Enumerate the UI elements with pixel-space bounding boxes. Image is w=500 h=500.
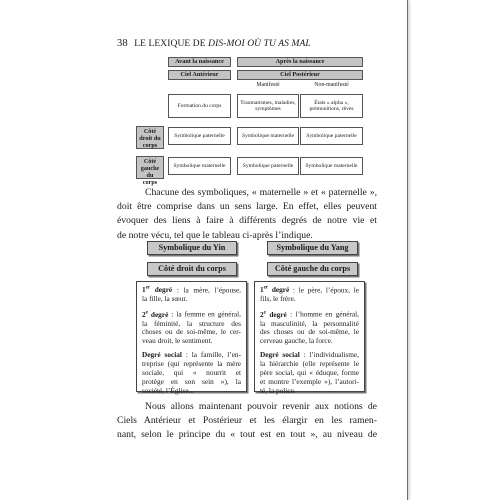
- table-sub-nonmanifest: Non-manifesté: [314, 82, 349, 88]
- box-line: la fille, la sœur.: [142, 294, 188, 304]
- box-line: : le père, l’époux, le: [289, 285, 359, 295]
- degree-label: 1er degré: [260, 285, 290, 295]
- row-header-right-side: [136, 126, 164, 149]
- body-paragraph-1: [117, 186, 377, 243]
- table-cell-left-3: [300, 157, 363, 175]
- box-line: la hiérarchie (elle représente le: [260, 359, 359, 369]
- box-line: treprise (qui représente la mère: [142, 359, 241, 369]
- table-cell-right-3: [300, 127, 363, 145]
- table-cell-states: [300, 94, 363, 118]
- row-header-line: gauche du: [140, 165, 160, 180]
- cell-text: Symbolique paternelle: [242, 162, 294, 169]
- box-line: : la femme en général,: [168, 309, 242, 319]
- paragraph-line: de notre vécu, tel que le tableau ci-après l’indique.: [117, 229, 313, 241]
- social-degree: [142, 351, 241, 396]
- table-cell-trauma: [237, 94, 299, 118]
- table-cell-left-2: [237, 157, 299, 175]
- degree-label: Degré social: [142, 350, 182, 360]
- row-header-line: Côté: [143, 158, 157, 165]
- header-title: LE LEXIQUE DE: [134, 39, 209, 49]
- paragraph-line: Ciels Antérieur et Postérieur et les élargir en les ramen-: [117, 415, 377, 427]
- cell-text: Symbolique maternelle: [173, 162, 226, 169]
- label-right-side: Côté droit du corps: [147, 262, 237, 276]
- degree-label: 2e degré: [260, 309, 287, 319]
- table-sub-manifest: Manifesté: [256, 82, 280, 88]
- page-number: 38: [117, 38, 128, 49]
- box-line: protège en son sein »), la: [142, 377, 241, 386]
- cell-text: Traumatismes, maladies, symptômes: [240, 99, 296, 112]
- header-title-italic: DIS-MOI OÙ TU AS MAL: [208, 39, 311, 49]
- page-header: [117, 38, 311, 49]
- label-yin: Symbolique du Yin: [147, 241, 237, 255]
- row-header-line: Côté: [143, 128, 157, 135]
- box-line: cerveau gauche, la force.: [260, 336, 333, 346]
- paragraph-line: évoquer des liens à faire à différents degrés de notre vie et: [117, 215, 377, 227]
- table-header-before-birth: Avant la naissance: [168, 57, 231, 67]
- table-header-after-birth: Après la naissance: [237, 57, 363, 67]
- box-line: choses ou de soi-même, le cer-: [142, 327, 241, 337]
- cell-text: États « alpha », prémonitions, rêves: [309, 99, 354, 112]
- yang-degrees-box: [254, 281, 365, 395]
- degree-label: 2e degré: [142, 309, 169, 319]
- box-line: la féminité, la structure des: [142, 318, 241, 328]
- table-cell-right-2: [237, 127, 299, 145]
- yin-degrees-box: [136, 281, 247, 395]
- box-line: père social, qui « éduque, forme: [260, 368, 359, 378]
- paragraph-line: doit être comprise dans un sens large. En effet, elles peuvent: [117, 201, 377, 213]
- cell-text: Formation du corps: [177, 102, 222, 109]
- box-line: : l’individualisme,: [299, 350, 359, 360]
- row-header-left-side: [136, 156, 164, 187]
- first-degree: [260, 285, 359, 304]
- paragraph-line: Nous allons maintenant pouvoir revenir aux notions de: [145, 401, 377, 412]
- box-line: société, l’Église...: [142, 385, 195, 395]
- row-header-line: corps: [142, 142, 158, 150]
- label-left-side: Côté gauche du corps: [267, 262, 358, 276]
- table-cell-formation: [168, 94, 231, 118]
- label-yang: Symbolique du Yang: [267, 241, 358, 255]
- table-header-anterior-sky: Ciel Antérieur: [168, 70, 231, 80]
- second-degree: [142, 309, 241, 346]
- degree-label: Degré social: [260, 350, 300, 360]
- box-line: té, la police.: [260, 385, 296, 395]
- paragraph-line: Chacune des symboliques, « maternelle » et « paternelle »,: [145, 187, 377, 198]
- cell-text: Symbolique paternelle: [174, 132, 225, 139]
- body-paragraph-2: [117, 400, 377, 443]
- table-header-posterior-sky: Ciel Postérieur: [237, 70, 363, 80]
- social-degree: [260, 351, 359, 396]
- degree-label: 1er degré: [142, 285, 173, 295]
- box-line: : la famille, l’en-: [181, 350, 242, 360]
- box-line: des choses ou de soi-même, le: [260, 327, 359, 337]
- cell-text: Symbolique maternelle: [305, 162, 358, 169]
- box-line: et montre l’exemple »), l’autori-: [260, 377, 359, 386]
- row-header-line: corps: [142, 179, 158, 187]
- cell-text: Symbolique maternelle: [241, 132, 295, 139]
- table-cell-left-1: [168, 157, 231, 175]
- paragraph-line: nant, selon le principe du « tout est en tout », au niveau de: [117, 429, 377, 441]
- row-header-line: droit du: [139, 135, 161, 143]
- cell-text: Symbolique paternelle: [306, 132, 357, 139]
- box-line: la masculinité, la personnalité: [260, 318, 359, 328]
- box-line: veau droit, le sentiment.: [142, 336, 213, 346]
- second-degree: [260, 309, 359, 346]
- box-line: : l’homme en général,: [286, 309, 360, 319]
- box-line: sociale, qui « nourrit et: [142, 368, 241, 378]
- first-degree: [142, 285, 241, 304]
- box-line: fils, le frère.: [260, 294, 296, 304]
- box-line: : la mère, l’épouse,: [172, 285, 242, 295]
- table-cell-right-1: [168, 127, 231, 145]
